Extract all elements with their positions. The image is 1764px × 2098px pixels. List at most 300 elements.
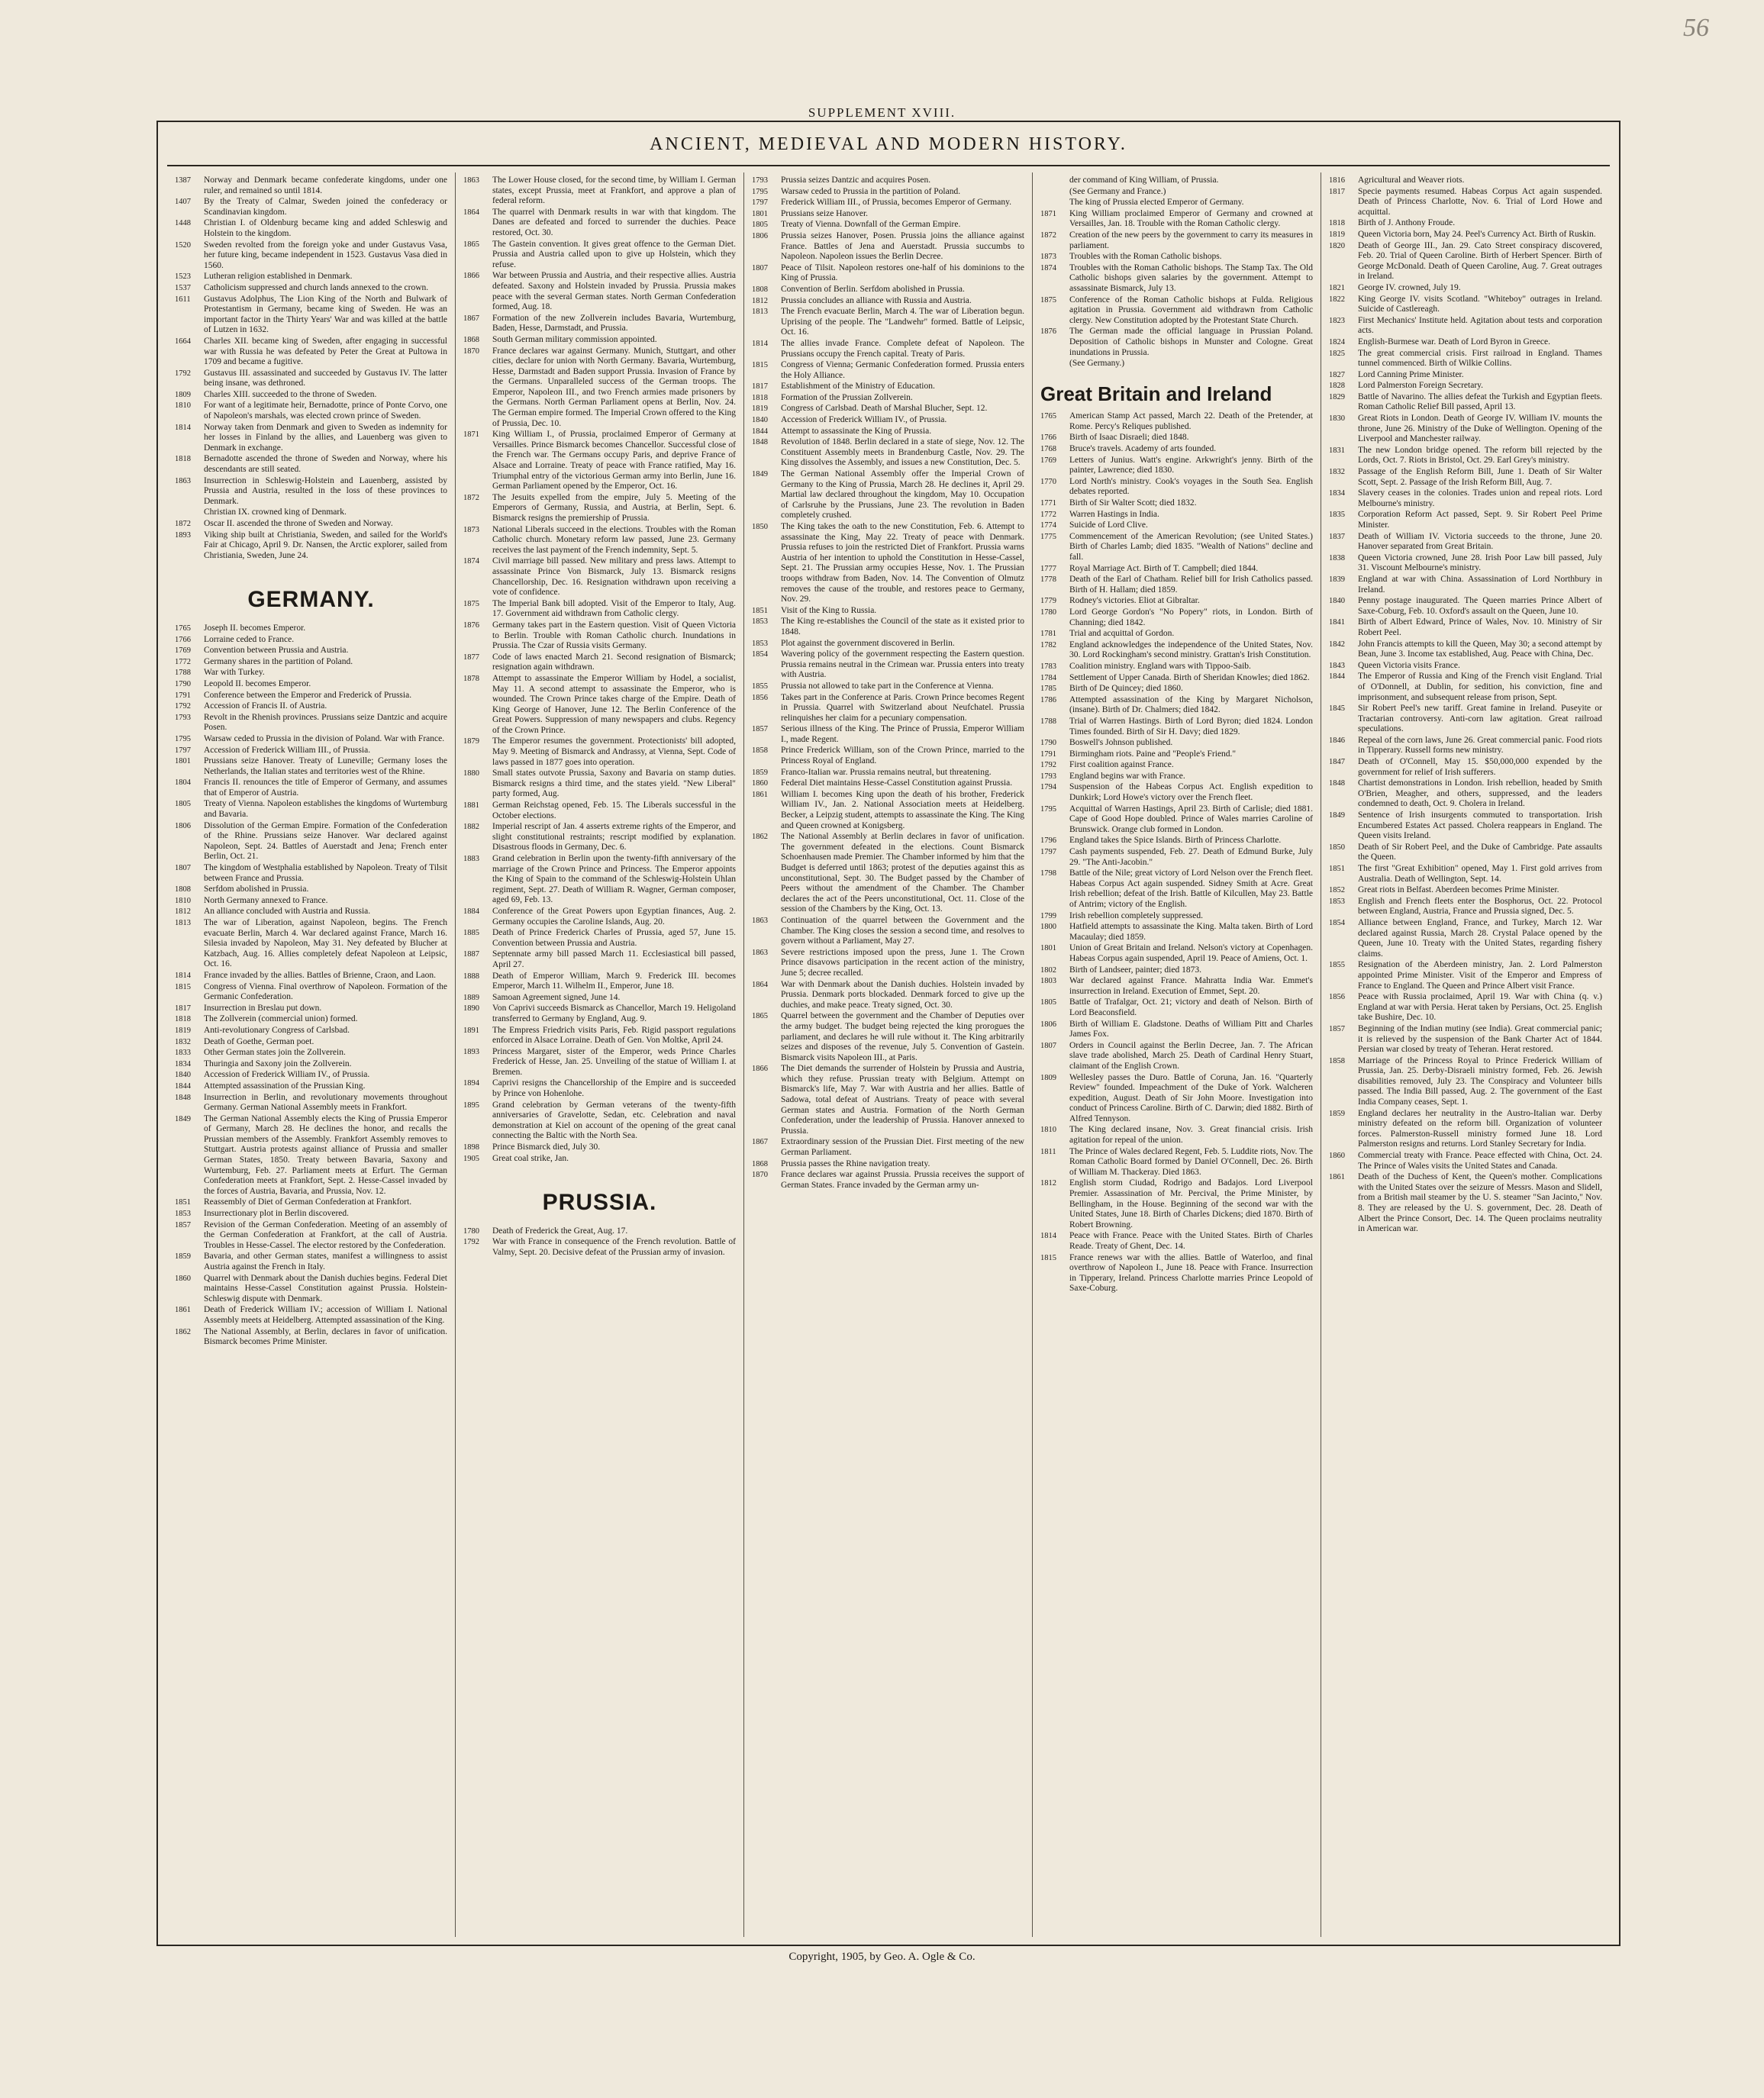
section-heading: GERMANY. (247, 587, 375, 613)
entry-text: Gustavus III. assassinated and succeeded by Gustavus IV. The latter being insane, was dethroned. (204, 368, 447, 388)
history-entry (1040, 640, 1313, 661)
entry-year: 1792 (463, 1238, 479, 1247)
entry-year: 1812 (175, 907, 191, 917)
entry-text: Franco-Italian war. Prussia remains neutral, but threatening. (781, 767, 992, 777)
entry-year: 1863 (175, 476, 191, 485)
entry-year: 1893 (175, 530, 191, 540)
history-entry (1329, 295, 1602, 315)
entry-year (1040, 187, 1069, 198)
entry-year (175, 508, 204, 518)
entry-year: 1853 (1329, 897, 1345, 906)
history-entry (752, 263, 1024, 284)
entry-text: First Mechanics' Institute held. Agitation about tests and corporation acts. (1358, 315, 1602, 336)
entry-text: Agricultural and Weaver riots. (1358, 176, 1465, 185)
entry-text: Charles XIII. succeeded to the throne of Sweden. (204, 389, 377, 399)
entry-text: The king of Prussia elected Emperor of Germany. (1069, 198, 1244, 208)
history-entry (175, 1093, 447, 1113)
entry-text: War between Prussia and Austria, and their respective allies. Austria defeated. Saxony and Holstein invaded by Prussia. Prussia makes peace with the several German states. North German Confederation formed, Aug. 18. (492, 271, 736, 312)
entry-year: 1802 (1040, 965, 1056, 975)
history-entry (175, 1081, 447, 1092)
entry-text: Germany shares in the partition of Poland. (204, 656, 353, 666)
entry-year: 1818 (175, 455, 191, 464)
history-entry (1329, 283, 1602, 294)
entry-text: Wellesley passes the Duro. Battle of Coruna, Jan. 16. "Quarterly Review" founded. Impeachment of the Duke of York. Walcheren expedition, August. Death of Sir John Moore. Investigation into conduct of Princess Caroline. Birth of C. Darwin; died 1882. Birth of Alfred Tennyson. (1069, 1072, 1313, 1123)
history-entry (175, 1014, 447, 1025)
entry-year: 1861 (752, 790, 768, 799)
history-entry (1329, 918, 1602, 959)
entry-year: 1520 (175, 240, 191, 250)
entry-text: Lord North's ministry. Cook's voyages in the South Sea. English debates reported. (1069, 476, 1313, 497)
entry-text: War with France in consequence of the French revolution. Battle of Valmy, Sept. 20. Decisive defeat of the Prussian army of invasion. (492, 1237, 736, 1257)
entry-text: Trial of Warren Hastings. Birth of Lord Byron; died 1824. London Times founded. Birth of Sir H. Davy; died 1829. (1069, 716, 1313, 736)
entry-year: 1863 (463, 176, 479, 185)
entry-year: 1858 (1329, 1056, 1345, 1065)
entry-year: 1797 (752, 198, 768, 208)
history-entry (1040, 411, 1313, 432)
history-entry (463, 1026, 736, 1046)
history-entry (175, 369, 447, 389)
entry-year: 1864 (752, 980, 768, 989)
entry-text: Bruce's travels. Academy of arts founded. (1069, 444, 1217, 454)
history-entry (1329, 757, 1602, 778)
history-entry (1329, 510, 1602, 530)
page-number: 56 (1683, 14, 1709, 42)
entry-year: 1790 (175, 679, 191, 688)
entry-year: 1859 (175, 1252, 191, 1262)
entry-text: The first "Great Exhibition" opened, May 1. First gold arrives from Australia. Death of Wellington, Sept. 14. (1358, 864, 1602, 884)
entry-year: 1834 (1329, 489, 1345, 498)
entry-year: 1834 (175, 1059, 191, 1068)
entry-text: Plot against the government discovered in Berlin. (781, 638, 955, 648)
entry-text: Birth of J. Anthony Froude. (1358, 218, 1456, 228)
entry-text: Corporation Reform Act passed, Sept. 9. Sir Robert Peel Prime Minister. (1358, 510, 1602, 530)
history-entry (463, 972, 736, 992)
history-entry (175, 679, 447, 690)
history-entry (1329, 370, 1602, 381)
entry-text: Slavery ceases in the colonies. Trades union and repeal riots. Lord Melbourne's ministry. (1358, 488, 1602, 508)
history-entry (752, 1064, 1024, 1136)
history-entry (1040, 1178, 1313, 1230)
history-entry (1329, 992, 1602, 1023)
entry-text: Trial and acquittal of Gordon. (1069, 629, 1175, 639)
entry-year: 1863 (752, 916, 768, 925)
entry-year: 1790 (1040, 739, 1056, 748)
history-entry (175, 1274, 447, 1305)
history-entry (1329, 661, 1602, 672)
history-entry (1329, 488, 1602, 509)
entry-year: 1817 (752, 382, 768, 392)
entry-year: 1819 (1329, 230, 1345, 239)
entry-year: 1765 (1040, 412, 1056, 421)
entry-text: By the Treaty of Calmar, Sweden joined the confederacy or Scandinavian kingdom. (204, 197, 447, 217)
history-entry (463, 620, 736, 652)
entry-year: 1775 (1040, 532, 1056, 541)
entry-text: Specie payments resumed. Habeas Corpus Act again suspended. Death of Princess Charlotte, Nov. 6. Trial of Lord Howe and acquittal. (1358, 186, 1602, 217)
entry-year: 1803 (1040, 977, 1056, 986)
entry-year: 1801 (175, 757, 191, 766)
entry-year: 1797 (175, 746, 191, 755)
history-entry (175, 454, 447, 475)
history-entry (1329, 414, 1602, 445)
history-entry (175, 337, 447, 368)
history-entry (752, 382, 1024, 392)
entry-year: 1875 (1040, 295, 1056, 305)
entry-year: 1664 (175, 337, 191, 346)
entry-text: Death of William IV. Victoria succeeds to the throne, June 20. Hanover separated from Great Britain. (1358, 531, 1602, 552)
history-entry (1329, 704, 1602, 735)
history-entry (1329, 864, 1602, 885)
history-entry (1040, 230, 1313, 251)
entry-text: The Zollverein (commercial union) formed. (204, 1014, 358, 1024)
entry-year: 1861 (1329, 1173, 1345, 1182)
history-entry (175, 821, 447, 862)
entry-year: 1537 (175, 283, 191, 292)
entry-year: 1865 (752, 1012, 768, 1021)
history-entry (752, 768, 1024, 778)
entry-text: Alliance between England, France, and Turkey, March 12. War declared against Russia, March 28. Crystal Palace opened by the Queen, June 10. Treaty with the United States, regarding fishery claims. (1358, 917, 1602, 959)
entry-year: 1766 (1040, 433, 1056, 443)
history-entry (175, 240, 447, 272)
history-entry (175, 176, 447, 196)
history-entry (175, 1070, 447, 1081)
history-entry (175, 1197, 447, 1208)
history-entry (752, 176, 1024, 186)
entry-year: 1781 (1040, 630, 1056, 639)
entry-text: Settlement of Upper Canada. Birth of Sheridan Knowles; died 1862. (1069, 672, 1310, 682)
entry-year: 1878 (463, 674, 479, 683)
entry-text: Revolt in the Rhenish provinces. Prussians seize Dantzic and acquire Posen. (204, 712, 447, 733)
entry-text: Federal Diet maintains Hesse-Cassel Constitution against Prussia. (781, 778, 1013, 788)
entry-text: Accession of Frederick William IV., of Prussia. (781, 415, 947, 425)
entry-text: Other German states join the Zollverein. (204, 1048, 346, 1058)
entry-text: Death of the Duchess of Kent, the Queen's mother. Complications with the United States over the seizure of Messrs. Mason and Slidell, from a British mail steamer by the U. S. steamer "San Jacinto," Nov. 8. They are released by the U. S. government, Dec. 28. Death of Albert the Prince Consort, Dec. 14. The Queen proclaims neutrality in American war. (1358, 1172, 1602, 1234)
entry-year: 1898 (463, 1143, 479, 1152)
entry-year: 1856 (1329, 993, 1345, 1002)
entry-text: France declares war against Germany. Munich, Stuttgart, and other cities, declare for union with North Germany. Bavaria, Wurtemburg, Hesse, Darmstadt and Baden support Prussia. Invasion of France by the Germans. Unparalleled success of the German troops. The Emperor, Napoleon III., and two French armies made prisoners by the Germans. North German Parliament opens at Berlin, Nov. 24. The German empire formed. The Imperial Crown offered to the King of Prussia, Dec. 10. (492, 346, 736, 428)
entry-year: 1769 (1040, 456, 1056, 465)
entry-text: Great riots in Belfast. Aberdeen becomes Prime Minister. (1358, 885, 1559, 895)
entry-text: Revolution of 1848. Berlin declared in a state of siege, Nov. 12. The Constituent Assembly meets in Brandenburg Castle, Nov. 29. The King dissolves the Assembly, and issues a new Constitution, Dec. 5. (781, 437, 1024, 468)
history-entry (1329, 778, 1602, 810)
history-entry (1329, 1109, 1602, 1150)
entry-year: 1854 (1329, 918, 1345, 927)
entry-year: 1862 (752, 833, 768, 842)
history-entry (463, 314, 736, 334)
history-entry (1040, 695, 1313, 716)
entry-text: Von Caprivi succeeds Bismarck as Chancellor, March 19. Heligoland transferred to Germany by England, Aug. 9. (492, 1004, 736, 1023)
entry-year: 1863 (752, 948, 768, 957)
entry-text: Birth of Isaac Disraeli; died 1848. (1069, 433, 1189, 443)
history-entry (463, 240, 736, 271)
history-entry (752, 393, 1024, 404)
history-entry (463, 1047, 736, 1078)
history-entry (752, 724, 1024, 745)
entry-text: The allies invade France. Complete defeat of Napoleon. The Prussians occupy the French capital. Treaty of Paris. (781, 338, 1024, 359)
history-entry (1329, 960, 1602, 991)
history-entry (1040, 198, 1313, 208)
entry-year: 1774 (1040, 521, 1056, 530)
history-entry (752, 693, 1024, 724)
history-entry (752, 606, 1024, 617)
entry-text: Caprivi resigns the Chancellorship of the Empire and is succeeded by Prince von Hohenlohe. (492, 1078, 736, 1099)
entry-text: Attempted assassination of the King by Margaret Nicholson, (insane). Birth of Dr. Chalmers; died 1842. (1069, 694, 1313, 715)
entry-year: 1813 (752, 308, 768, 317)
entry-year: 1817 (175, 1004, 191, 1013)
entry-year: 1847 (1329, 758, 1345, 767)
entry-text: The National Assembly, at Berlin, declares in favor of unification. Bismarck becomes Prime Minister. (204, 1326, 447, 1347)
history-entry (1329, 843, 1602, 863)
entry-text: Prussians seize Hanover. (781, 208, 869, 218)
entry-text: Sir Robert Peel's new tariff. Great famine in Ireland. Puseyite or Tractarian controversy. Anti-corn law agitation. Great railroad speculations. (1358, 704, 1602, 734)
history-entry (1040, 444, 1313, 455)
history-entry (175, 624, 447, 634)
entry-year: 1835 (1329, 511, 1345, 520)
entry-year: 1804 (175, 778, 191, 788)
entry-text: Birth of De Quincey; died 1860. (1069, 684, 1183, 694)
entry-year: 1872 (463, 493, 479, 502)
entry-text: Death of Goethe, German poet. (204, 1036, 314, 1046)
entry-text: An alliance concluded with Austria and Russia. (204, 907, 371, 917)
history-entry (175, 635, 447, 646)
entry-year: 1795 (175, 734, 191, 743)
entry-year: 1448 (175, 219, 191, 228)
entry-text: Frederick William III., of Prussia, becomes Emperor of Germany. (781, 198, 1011, 208)
entry-year: 1788 (175, 669, 191, 678)
entry-year: 1854 (752, 650, 768, 659)
entry-text: The French evacuate Berlin, March 4. The war of Liberation begun. Uprising of the people. The "Landwehr" formed. Battle of Leipsic, Oct. 16. (781, 307, 1024, 337)
entry-year: 1882 (463, 823, 479, 832)
entry-year: 1823 (1329, 316, 1345, 325)
entry-text: Peace with France. Peace with the United States. Birth of Charles Reade. Treaty of Ghent, Dec. 14. (1069, 1231, 1313, 1251)
history-entry (752, 187, 1024, 198)
history-entry (1040, 673, 1313, 684)
history-entry (175, 734, 447, 745)
entry-text: Birth of Sir Walter Scott; died 1832. (1069, 498, 1197, 508)
history-entry (1040, 607, 1313, 628)
entry-text: Lorraine ceded to France. (204, 634, 295, 644)
history-entry (1329, 218, 1602, 229)
entry-year: 1806 (175, 821, 191, 830)
history-entry (175, 668, 447, 678)
history-entry (1040, 477, 1313, 498)
entry-text: England takes the Spice Islands. Birth of Princess Charlotte. (1069, 836, 1282, 846)
entry-text: France invaded by the allies. Battles of Brienne, Craon, and Laon. (204, 970, 437, 980)
entry-text: Sweden revolted from the foreign yoke and under Gustavus Vasa, her future king, became independent in 1523. Gustavus Vasa died in 1560. (204, 240, 447, 270)
entry-text: Creation of the new peers by the government to carry its measures in parliament. (1069, 230, 1313, 250)
entry-text: (See Germany and France.) (1069, 186, 1166, 196)
entry-year: 1814 (175, 423, 191, 432)
entry-year: 1846 (1329, 736, 1345, 745)
entry-text: The quarrel with Denmark results in war with that kingdom. The Danes are defeated and forced to surrender the duchies. Peace restored, Oct. 30. (492, 207, 736, 237)
history-entry (175, 1305, 447, 1326)
entry-text: Birmingham riots. Paine and "People's Friend." (1069, 749, 1237, 759)
history-entry (463, 430, 736, 492)
entry-text: Prussia concludes an alliance with Russia and Austria. (781, 295, 972, 305)
entry-text: Conference of the Great Powers upon Egyptian finances, Aug. 2. Germany occupies the Caroline Islands, Aug. 20. (492, 906, 736, 927)
entry-text: Orders in Council against the Berlin Decree, Jan. 7. The African slave trade abolished, March 25. Death of Cardinal Henry Stuart, claimant of the English Crown. (1069, 1040, 1313, 1071)
entry-year: 1840 (1329, 597, 1345, 606)
history-entry (463, 674, 736, 736)
entry-text: Christian IX. crowned king of Denmark. (204, 508, 347, 517)
entry-year: 1816 (1329, 176, 1345, 185)
entry-text: Death of Frederick the Great, Aug. 17. (492, 1226, 628, 1236)
history-entry (1329, 337, 1602, 348)
entry-year: 1860 (1329, 1152, 1345, 1161)
entry-text: Gustavus Adolphus, The Lion King of the North and Bulwark of Protestantism in Germany, became king of Sweden. He was an important factor in the Thirty Years' War and was killed at the battle of Lutzen in 1632. (204, 294, 447, 335)
entry-year: 1807 (175, 864, 191, 873)
entry-text: Reassembly of Diet of German Confederation at Frankfort. (204, 1197, 412, 1207)
entry-text: Prince Frederick William, son of the Crown Prince, married to the Princess Royal of England. (781, 746, 1024, 766)
entry-year: 1827 (1329, 370, 1345, 379)
history-entry (752, 296, 1024, 307)
entry-text: Chartist demonstrations in London. Irish rebellion, headed by Smith O'Brien, Meagher, and others, suppressed, and the leaders condemned to death, Oct. 9. Cholera in Ireland. (1358, 778, 1602, 809)
entry-text: Continuation of the quarrel between the Government and the Chamber. The King closes the session a second time, and resolves to govern without a Parliament, May 27. (781, 915, 1024, 946)
entry-text: The German National Assembly elects the King of Prussia Emperor of Germany, March 28. He declines the honor, and recalls the Prussian members of the Assembly. Frankfort Assembly removes to Stuttgart. Austria protests against alliance of Prussia and smaller German States, 1850. Treaty between Bavaria, Saxony and Wurtemburg, Feb. 27. Parliament meets at Erfurt. The German Confederation meets at Frankfort, Sept. 2. Hesse-Cassel invaded by the forces of Austria, Bavaria, and Prussia, Nov. 12. (204, 1113, 447, 1196)
entry-year: 1842 (1329, 640, 1345, 649)
history-entry (1040, 252, 1313, 263)
entry-year: 1851 (752, 606, 768, 615)
entry-text: Death of Frederick William IV.; accession of William I. National Assembly meets at Heidelberg. Attempted assassination of the King. (204, 1305, 447, 1325)
entry-text: Christian I. of Oldenburg became king and added Schleswig and Holstein to the kingdom. (204, 218, 447, 238)
entry-year: 1876 (1040, 327, 1056, 337)
entry-year: 1832 (1329, 468, 1345, 477)
entry-text: Commencement of the American Revolution; (see United States.) Birth of Charles Lamb; died 1835. "Wealth of Nations" decline and fall. (1069, 531, 1313, 562)
history-entry (175, 1059, 447, 1070)
entry-text: The King re-establishes the Council of the state as it existed prior to 1848. (781, 617, 1024, 636)
history-entry (175, 863, 447, 884)
history-entry (175, 1209, 447, 1220)
history-entry (463, 208, 736, 239)
entry-year: 1809 (1040, 1073, 1056, 1082)
entry-year: 1849 (1329, 811, 1345, 820)
history-entry (752, 1170, 1024, 1191)
entry-text: Grand celebration by German veterans of the twenty-fifth anniversaries of Gravelotte, Sedan, etc. Celebration and naval demonstration at Kiel on account of the opening of the great canal connecting the Baltic with the North Sea. (492, 1100, 736, 1141)
history-entry (175, 657, 447, 668)
entry-text: Serfdom abolished in Prussia. (204, 885, 309, 894)
entry-year: 1825 (1329, 349, 1345, 358)
entry-year: 1891 (463, 1026, 479, 1035)
entry-text: Royal Marriage Act. Birth of T. Campbell; died 1844. (1069, 563, 1259, 573)
history-entry (752, 469, 1024, 521)
entry-year: 1810 (175, 401, 191, 411)
history-entry (1040, 662, 1313, 672)
entry-year: 1795 (1040, 804, 1056, 814)
entry-text: Letters of Junius. Watt's engine. Arkwright's jenny. Birth of the painter, Lawrence; died 1830. (1069, 455, 1313, 475)
history-entry (463, 271, 736, 312)
column-1 (167, 172, 456, 1937)
entry-year: 1884 (463, 907, 479, 916)
entry-year: 1866 (463, 272, 479, 281)
entry-year: 1778 (1040, 575, 1056, 585)
entry-text: Wavering policy of the government respecting the Eastern question. Prussia remains neutral in the Crimean war. Prussia enters into treaty with Austria. (781, 649, 1024, 680)
history-entry (175, 713, 447, 733)
entry-text: Prussia not allowed to take part in the Conference at Vienna. (781, 681, 994, 691)
entry-year: 1853 (752, 639, 768, 648)
history-entry (1329, 316, 1602, 337)
entry-text: Death of Prince Frederick Charles of Prussia, aged 57, June 15. Convention between Prussia and Austria. (492, 928, 736, 948)
history-entry (175, 1037, 447, 1048)
history-entry (1040, 1253, 1313, 1294)
entry-text: Francis II. renounces the title of Emperor of Germany, and assumes that of Emperor of Austria. (204, 778, 447, 798)
entry-text: Peace with Russia proclaimed, April 19. War with China (q. v.) England at war with Persia. Herat taken by Persians, Oct. 25. English take Bushire, Dec. 10. (1358, 992, 1602, 1023)
entry-text: Small states outvote Prussia, Saxony and Bavaria on stamp duties. Bismarck resigns a third time, and the states yield. "New Liberal" party formed, Aug. (492, 769, 736, 799)
entry-year: 1772 (175, 657, 191, 666)
entry-text: Warren Hastings in India. (1069, 509, 1159, 519)
entry-text: Insurrection in Berlin, and revolutionary movements throughout Germany. German National Assembly meets in Frankfort. (204, 1092, 447, 1113)
entry-text: Severe restrictions imposed upon the press, June 1. The Crown Prince disavows participation in the recent action of the ministry, June 5; decree recalled. (781, 947, 1024, 978)
entry-text: The National Assembly at Berlin declares in favor of unification. The government defeated in the elections. Count Bismarck Schoenhausen made Premier. The Chamber informed by him that the Budget is deferred until 1863; protest of the deputies against this as unconstitutional, Sept. 30. The Budget passed by the Chamber of Peers without the amendment of the Chamber. The Chamber declares the act of the Peers unconstitutional, Oct. 11. Close of the session of the Chambers by the King, Oct. 13. (781, 832, 1024, 914)
history-entry (175, 401, 447, 421)
entry-text: Peace of Tilsit. Napoleon restores one-half of his dominions to the King of Prussia. (781, 263, 1024, 283)
entry-year: 1840 (752, 416, 768, 425)
history-entry (1329, 575, 1602, 595)
entry-year: 1852 (1329, 886, 1345, 895)
entry-year: 1872 (1040, 230, 1056, 240)
entry-year: 1855 (1329, 961, 1345, 970)
entry-text: Prussians seize Hanover. Treaty of Luneville; Germany loses the Netherlands, the Italian states and territories west of the Rhine. (204, 756, 447, 776)
history-entry (1329, 1151, 1602, 1171)
entry-text: The King declared insane, Nov. 3. Great financial crisis. Irish agitation for repeal of the union. (1069, 1125, 1313, 1146)
entry-text: National Liberals succeed in the elections. Troubles with the Roman Catholic church. Monetary reform law passed, June 23. Germany receives the last payment of the French indemnity, Sept. 5. (492, 524, 736, 555)
entry-text: der command of King William, of Prussia. (1069, 176, 1219, 185)
entry-text: The Prince of Wales declared Regent, Feb. 5. Luddite riots, Nov. The Roman Catholic Board formed by Daniel O'Connell, Dec. 26. Birth of William M. Thackeray. Died 1863. (1069, 1146, 1313, 1177)
history-entry (463, 556, 736, 598)
entry-text: Congress of Vienna. Final overthrow of Napoleon. Formation of the Germanic Confederation. (204, 981, 447, 1002)
history-entry (1040, 804, 1313, 836)
history-entry (1040, 976, 1313, 997)
history-entry (1329, 532, 1602, 553)
entry-year: 1856 (752, 693, 768, 702)
entry-text: Insurrectionary plot in Berlin discovered. (204, 1209, 350, 1219)
entry-text: The kingdom of Westphalia established by Napoleon. Treaty of Tilsit between France and Prussia. (204, 863, 447, 883)
entry-year: 1808 (752, 285, 768, 294)
history-entry (1329, 596, 1602, 617)
history-entry (463, 1226, 736, 1237)
entry-year: 1777 (1040, 564, 1056, 573)
title-rule (167, 165, 1610, 166)
entry-year: 1814 (1040, 1232, 1056, 1241)
history-entry (463, 176, 736, 207)
entry-year: 1808 (175, 885, 191, 894)
entry-year (1040, 176, 1069, 186)
entry-text: War declared against France. Mahratta India War. Emmet's insurrection in Ireland. Execution of Emmet, Sept. 20. (1069, 976, 1313, 996)
history-entry (463, 525, 736, 556)
history-entry (752, 1011, 1024, 1063)
entry-year: 1857 (752, 725, 768, 734)
entry-text: Conference of the Roman Catholic bishops at Fulda. Religious agitation in Prussia. Government aid withdrawn from Catholic clergy. New Constitution adopted by the Protestant State Church. (1069, 295, 1313, 325)
entry-text: The Imperial Bank bill adopted. Visit of the Emperor to Italy, Aug. 17. Government aid withdrawn from Catholic clergy. (492, 598, 736, 619)
history-entry (1329, 467, 1602, 488)
entry-text: American Stamp Act passed, March 22. Death of the Pretender, at Rome. Percy's Reliques published. (1069, 411, 1313, 431)
entry-text: Lutheran religion established in Denmark. (204, 272, 353, 282)
entry-text: Formation of the Prussian Zollverein. (781, 392, 913, 402)
entry-text: Queen Victoria crowned, June 28. Irish Poor Law bill passed, July 31. Viscount Melbourne's ministry. (1358, 553, 1602, 573)
history-entry (175, 197, 447, 218)
entry-text: Princess Margaret, sister of the Emperor, weds Prince Charles Frederick of Hesse, Jan. 25. Unveiling of the statue of William I. at Bremen. (492, 1046, 736, 1077)
entry-year: 1873 (463, 525, 479, 534)
entry-year: 1821 (1329, 283, 1345, 292)
entry-year: 1859 (752, 768, 768, 777)
entry-year: 1768 (1040, 445, 1056, 454)
entry-text: English storm Ciudad, Rodrigo and Badajos. Lord Liverpool Premier. Assassination of Mr. Percival, the Prime Minister, by Bellingham, in the House. Beginning of the second war with the United States, June 18. Birth of Charles Dickens; died 1870. Birth of Robert Browning. (1069, 1178, 1313, 1229)
history-entry (752, 1159, 1024, 1170)
history-entry (175, 423, 447, 454)
entry-year: 1874 (1040, 263, 1056, 272)
entry-text: Union of Great Britain and Ireland. Nelson's victory at Copenhagen. Habeas Corpus again suspended, April 19. Peace of Amiens, Oct. 1. (1069, 943, 1313, 963)
entry-year: 1876 (463, 620, 479, 630)
entry-year: 1844 (752, 427, 768, 436)
entry-text: Attempt to assassinate the King of Prussia. (781, 426, 932, 436)
